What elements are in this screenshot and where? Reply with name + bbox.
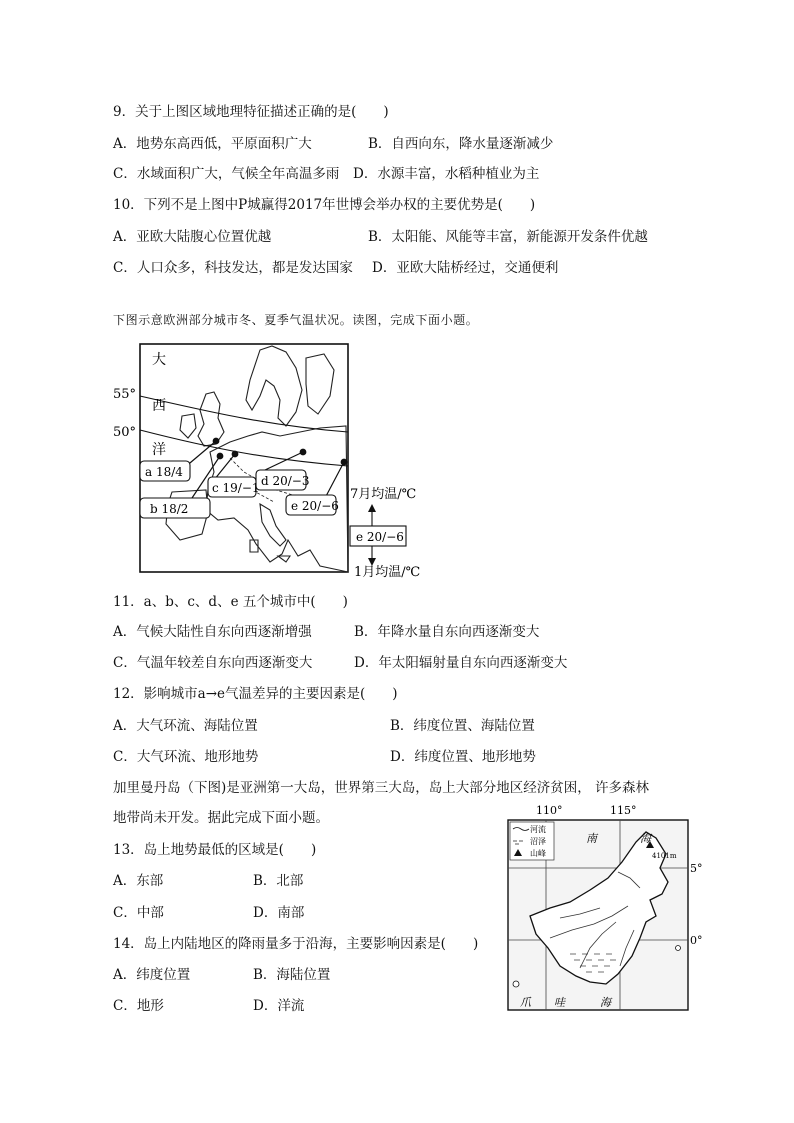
ocean-char-3: 洋 <box>152 442 166 458</box>
q9-option-b: B．自西向东，降水量逐渐减少 <box>368 136 554 152</box>
q13-stem: 13．岛上地势最低的区域是( ) <box>113 842 317 858</box>
q12-option-d: D．纬度位置、地形地势 <box>390 749 536 765</box>
q9-option-c: C．水域面积广大，气候全年高温多雨 <box>113 166 340 182</box>
city-c-label: c 19/−1 <box>212 481 260 495</box>
q10-option-d: D．亚欧大陆桥经过，交通便利 <box>372 260 559 276</box>
sea-south-1: 南 <box>586 832 597 845</box>
legend-july: 7月均温/℃ <box>350 487 417 502</box>
q14-option-d: D．洋流 <box>253 998 305 1014</box>
q11-option-d: D．年太阳辐射量自东向西逐渐变大 <box>354 655 568 671</box>
q10-option-c: C．人口众多，科技发达，都是发达国家 <box>113 260 353 276</box>
borneo-map <box>490 798 714 1018</box>
q14-option-a: A．纬度位置 <box>113 967 191 983</box>
lat-label-5: 5° <box>690 862 703 875</box>
city-b-label: b 18/2 <box>150 502 189 516</box>
q14-option-b: B．海陆位置 <box>253 967 331 983</box>
map-frame <box>140 344 348 572</box>
city-e-label: e 20/−6 <box>291 499 339 513</box>
city-b-dot <box>217 453 223 459</box>
lat-label-55: 55° <box>113 387 137 402</box>
q14-stem: 14．岛上内陆地区的降雨量多于沿海，主要影响因素是( ) <box>113 936 479 952</box>
q9-option-d: D．水源丰富，水稻种植业为主 <box>353 166 540 182</box>
q14-option-c: C．地形 <box>113 998 164 1014</box>
q13-option-c: C．中部 <box>113 905 164 921</box>
legend-swamp: 沼泽 <box>530 837 546 846</box>
city-a-label: a 18/4 <box>145 465 183 479</box>
ocean-char-2: 西 <box>152 398 166 414</box>
sea-java-1: 爪 <box>520 996 531 1009</box>
lat-label-0: 0° <box>690 934 703 947</box>
lat-label-50: 50° <box>113 425 137 440</box>
borneo-intro-line-1: 加里曼丹岛（下图)是亚洲第一大岛，世界第三大岛，岛上大部分地区经济贫困， 许多森林 <box>113 780 650 796</box>
borneo-intro-line-2: 地带尚未开发。据此完成下面小题。 <box>113 810 329 826</box>
q11-stem: 11．a、b、c、d、e 五个城市中( ) <box>113 594 348 610</box>
q12-option-a: A．大气环流、海陆位置 <box>113 718 258 734</box>
q11-option-c: C．气温年较差自东向西逐渐变大 <box>113 655 313 671</box>
legend-peak: 山峰 <box>530 849 546 858</box>
q13-option-b: B．北部 <box>253 873 304 889</box>
q10-stem: 10．下列不是上图中P城赢得2017年世博会举办权的主要优势是( ) <box>113 197 536 213</box>
city-d-dot <box>300 449 306 455</box>
q11-option-b: B．年降水量自东向西逐渐变大 <box>354 624 540 640</box>
sea-java-2: 哇 <box>554 996 565 1009</box>
q11-option-a: A．气候大陆性自东向西逐渐增强 <box>113 624 312 640</box>
q13-option-a: A．东部 <box>113 873 164 889</box>
lon-label-115: 115° <box>610 804 637 817</box>
sea-south-2: 海 <box>640 832 651 845</box>
q9-option-a: A．地势东高西低，平原面积广大 <box>113 136 312 152</box>
q9-stem: 9．关于上图区域地理特征描述正确的是( ) <box>113 104 389 120</box>
q10-option-b: B．太阳能、风能等丰富，新能源开发条件优越 <box>368 229 648 245</box>
peak-height: 4101m <box>652 852 677 860</box>
q12-option-b: B．纬度位置、海陆位置 <box>390 718 535 734</box>
lon-label-110: 110° <box>536 804 563 817</box>
legend-box: e 20/−6 <box>356 530 404 544</box>
ocean-char-1: 大 <box>152 352 166 368</box>
q13-option-d: D．南部 <box>253 905 305 921</box>
europe-temperature-map <box>110 340 430 580</box>
legend-jan: 1月均温/℃ <box>354 565 421 580</box>
europe-intro: 下图示意欧洲部分城市冬、夏季气温状况。读图，完成下面小题。 <box>113 313 479 327</box>
city-a-dot <box>213 438 219 444</box>
q10-option-a: A．亚欧大陆腹心位置优越 <box>113 229 272 245</box>
city-d-label: d 20/−3 <box>261 474 310 488</box>
q12-stem: 12．影响城市a→e气温差异的主要因素是( ) <box>113 686 398 702</box>
city-c-dot <box>232 451 238 457</box>
city-e-dot <box>341 459 347 465</box>
q12-option-c: C．大气环流、地形地势 <box>113 749 259 765</box>
sea-java-3: 海 <box>600 996 611 1009</box>
legend-river: 河流 <box>530 825 546 834</box>
